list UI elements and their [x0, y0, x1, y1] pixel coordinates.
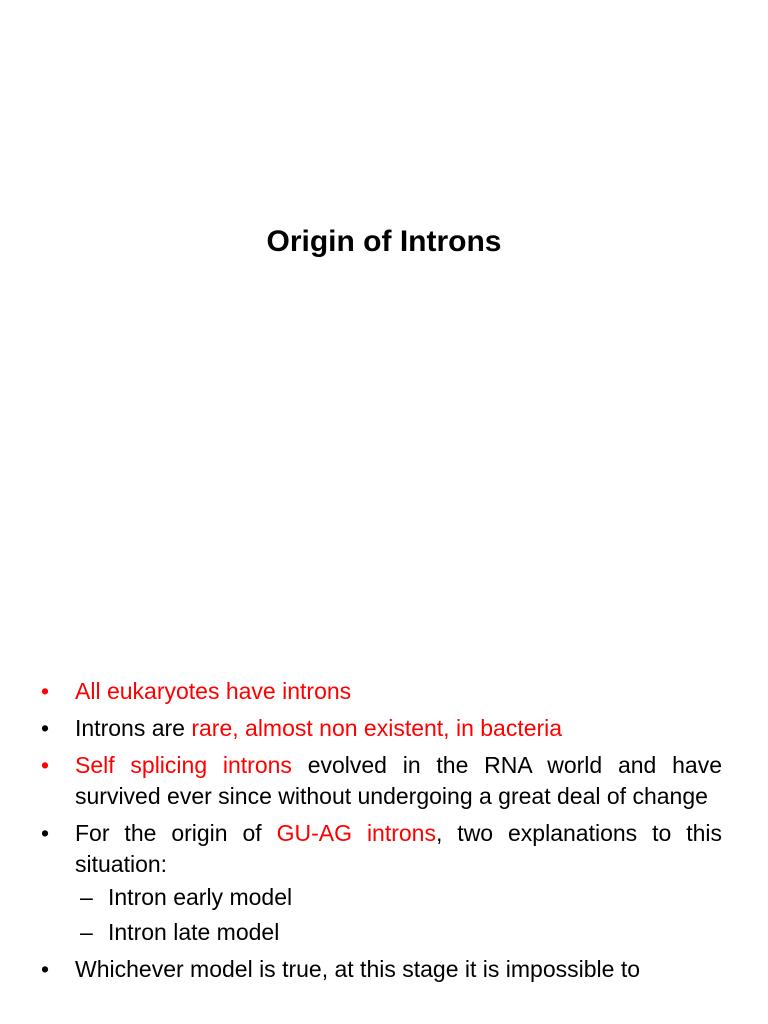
dash-icon: – [80, 919, 93, 945]
bullet-list [40, 676, 722, 991]
bullet-text: For the origin of [75, 820, 277, 846]
list-item [40, 713, 722, 744]
highlight-text: rare, almost non existent, in bacteria [191, 715, 563, 741]
bullet-text: evolved in the RNA world and have survived ever since without undergoing a great deal of change [75, 752, 722, 809]
bullet-icon: • [41, 678, 50, 704]
bullet-text: Introns are [75, 715, 192, 741]
list-item [40, 818, 722, 948]
sub-list-item [75, 882, 722, 913]
sub-list-item [75, 917, 722, 948]
sub-item-text: Intron late model [108, 919, 280, 945]
slide-title: Origin of Introns [266, 225, 502, 258]
list-item [40, 954, 722, 985]
highlight-text: Self splicing introns [75, 752, 292, 778]
bullet-icon: • [41, 820, 50, 846]
sub-list [75, 882, 722, 948]
bullet-icon: • [41, 752, 50, 778]
dash-icon: – [80, 884, 93, 910]
bullet-text: All eukaryotes have introns [75, 678, 352, 704]
bullet-icon: • [41, 956, 50, 982]
sub-item-text: Intron early model [108, 884, 293, 910]
list-item [40, 750, 722, 812]
bullet-icon: • [41, 715, 50, 741]
highlight-text: GU-AG introns [276, 820, 436, 846]
bullet-text: Whichever model is true, at this stage it is impossible to [75, 956, 641, 982]
bullet-text: , two explanations to this situation: [75, 820, 722, 877]
list-item [40, 676, 722, 707]
